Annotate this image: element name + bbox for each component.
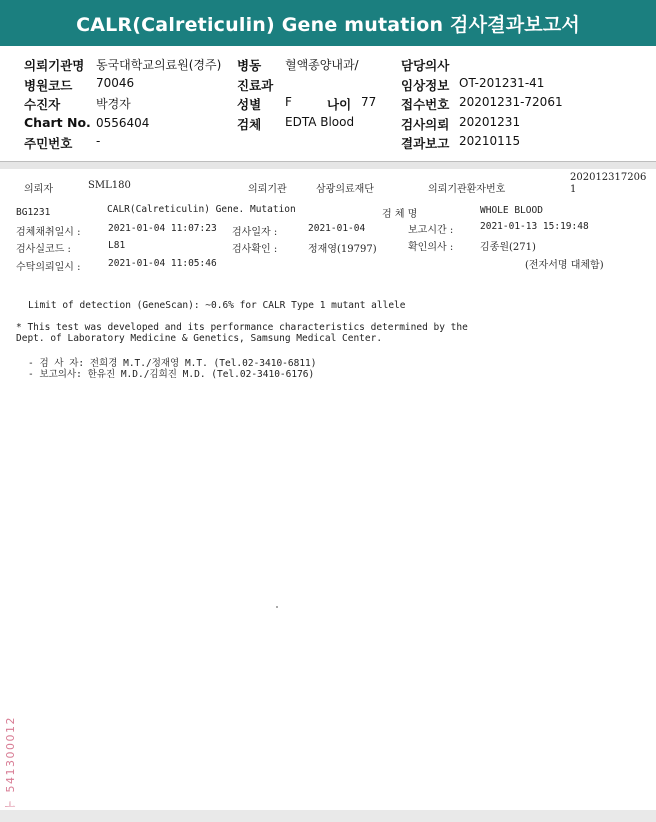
lab-code-label: 검사실코드 : [16,244,71,255]
age-label: 나이 [327,97,352,112]
received-time-value: 2021-01-04 11:05:46 [108,258,217,269]
resident-no-value: - [96,134,101,148]
age-value: 77 [361,95,377,109]
specimen-label: 검체 [237,117,262,132]
specimen-name-value: WHOLE BLOOD [480,205,543,216]
test-name: CALR(Calreticulin) Gene. Mutation [107,204,296,215]
patient-no-value-1: 202012317206 [570,172,647,183]
institution-value: 삼광의료재단 [316,184,374,195]
scan-speck [276,606,278,608]
result-report-label: 결과보고 [401,136,450,151]
requester-label: 의뢰자 [24,184,53,195]
note-line-1: * This test was developed and its performance characteristics determined by the [16,322,468,333]
receipt-no-label: 접수번호 [401,97,450,112]
scanned-report [0,170,656,810]
doctor-in-charge-label: 담당의사 [401,58,450,73]
clinical-info-value: OT-201231-41 [459,76,545,90]
staff-line-1: - 검 사 자: 전희경 M.T./정재영 M.T. (Tel.02-3410-6811) [28,358,317,369]
collect-time-value: 2021-01-04 11:07:23 [108,223,217,234]
report-title: CALR(Calreticulin) Gene mutation 검사결과보고서 [0,0,656,46]
staff-line-2: - 보고의사: 한유진 M.D./김희진 M.D. (Tel.02-3410-6176) [28,369,315,380]
checker-value: 정재영(19797) [308,244,377,255]
hospital-code-value: 70046 [96,76,135,90]
patient-info [0,54,656,158]
department-label: 진료과 [237,78,274,93]
institution-name-label: 의뢰기관명 [24,58,85,73]
ward-value: 혈액종양내과/ [285,58,359,72]
sex-label: 성별 [237,97,262,112]
report-time-value: 2021-01-13 15:19:48 [480,221,589,232]
patient-no-label: 의뢰기관환자번호 [428,184,506,195]
report-time-label: 보고시간 : [408,225,454,236]
collect-time-label: 검체채취일시 : [16,227,81,238]
result-report-value: 20210115 [459,134,521,148]
test-date-label: 검사일자 : [232,227,278,238]
clinical-info-label: 임상정보 [401,78,450,93]
receipt-no-value: 20201231-72061 [459,95,563,109]
checker-label: 검사확인 : [232,244,278,255]
esign-note: (전자서명 대체함) [525,260,604,271]
ward-label: 병동 [237,58,262,73]
chart-no-value: 0556404 [96,116,150,130]
specimen-name-label: 검 체 명 [382,209,418,220]
test-request-label: 검사의뢰 [401,117,450,132]
requester-value: SML180 [88,180,131,191]
specimen-value: EDTA Blood [285,115,355,129]
note-line-2: Dept. of Laboratory Medicine & Genetics, Samsung Medical Center. [16,333,383,344]
test-request-value: 20201231 [459,115,521,129]
confirm-doctor-label: 확인의사 : [408,242,454,253]
limit-of-detection: Limit of detection (GeneScan): ~0.6% for CALR Type 1 mutant allele [28,300,406,311]
lab-code-value: L81 [108,240,126,251]
patient-name-label: 수진자 [24,97,61,112]
patient-name-value: 박경자 [96,97,131,111]
patient-no-value-2: 1 [570,184,577,195]
chart-no-label: Chart No. [24,115,91,130]
received-time-label: 수탁의뢰일시 : [16,262,81,273]
hospital-code-label: 병원코드 [24,78,73,93]
test-code: BG1231 [16,207,51,218]
section-divider [0,161,656,169]
resident-no-label: 주민번호 [24,136,73,151]
confirm-doctor-value: 김종원(271) [480,242,536,253]
side-code: ㅜ 541300012 [4,716,17,810]
bottom-strip [0,810,656,822]
institution-label: 의뢰기관 [248,184,287,195]
sex-value: F [285,95,292,109]
test-date-value: 2021-01-04 [308,223,366,234]
institution-name-value: 동국대학교의료원(경주) [96,58,222,72]
